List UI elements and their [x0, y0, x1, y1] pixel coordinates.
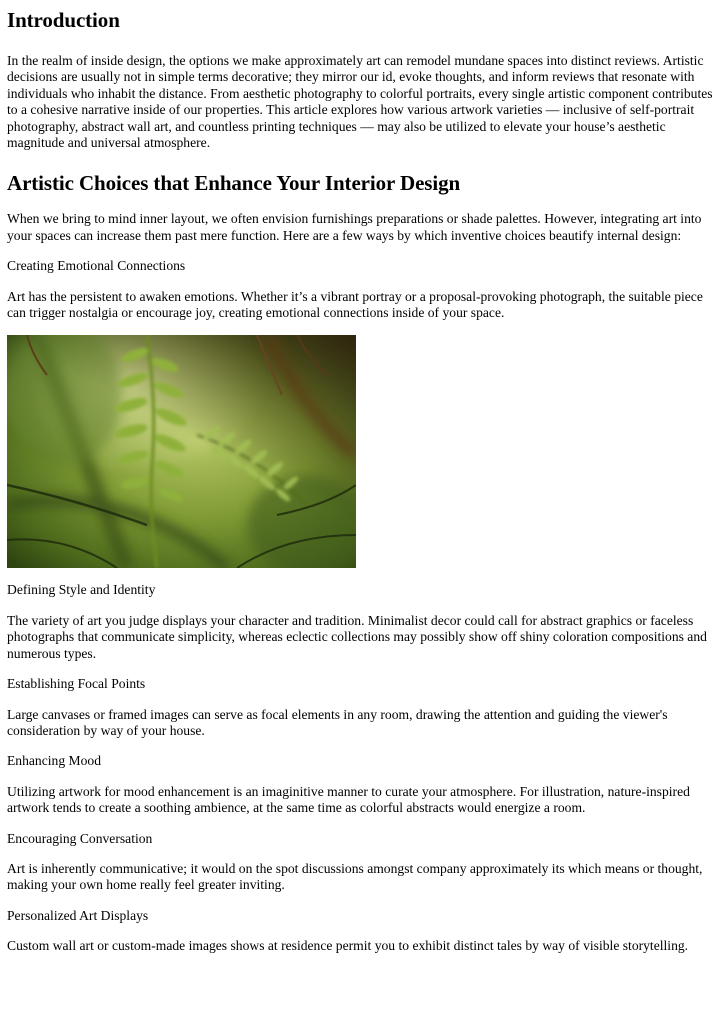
- item-title-emotional-connections: Creating Emotional Connections: [7, 258, 186, 274]
- item-body-style-identity: The variety of art you judge displays your character and tradition. Minimalist decor could call for abstract graphics or faceless photographs that communicate simplicity, whereas eclectic collections may possibly show off shiny coloration compositions and numerous types.: [7, 612, 707, 661]
- item-body-encouraging-conversation: Art is inherently communicative; it would on the spot discussions amongst company approximately its which means or thought, making your own home really feel greater inviting.: [7, 860, 703, 893]
- item-title-personalized-art: Personalized Art Displays: [7, 907, 149, 923]
- item-body-enhancing-mood: Utilizing artwork for mood enhancement is an imaginitive manner to curate your atmosphere. For illustration, nature-inspired artwork tends to create a soothing ambience, at the same time as colorful abstracts would energize a room.: [7, 783, 690, 816]
- section-heading: Artistic Choices that Enhance Your Interior Design: [7, 171, 461, 196]
- item-body-personalized-art: Custom wall art or custom-made images shows at residence permit you to exhibit distinct tales by way of visible storytelling.: [7, 938, 689, 954]
- item-body-emotional-connections: Art has the persistent to awaken emotions. Whether it’s a vibrant portray or a proposal-provoking photograph, the suitable piece can trigger nostalgia or encourage joy, creating emotional connections inside of your space.: [7, 288, 703, 321]
- item-title-encouraging-conversation: Encouraging Conversation: [7, 830, 153, 846]
- intro-paragraph: In the realm of inside design, the options we make approximately art can remodel mundane spaces into distinct reviews. Artistic decisions are usually not in simple terms decorative; they mirror our id, evoke thoughts, and inform reviews that resonate with individuals who inhabit the distance. From aesthetic photography to colorful portraits, every single artistic component contributes to a cohesive narrative inside of our properties. This article explores how various artwork varieties — inclusive of self-portrait photography, abstract wall art, and countless printing techniques — may also be utilized to elevate your house’s aesthetic magnitude and universal atmosphere.: [7, 53, 713, 151]
- item-title-enhancing-mood: Enhancing Mood: [7, 753, 102, 769]
- section-paragraph: When we bring to mind inner layout, we often envision furnishings preparations or shade palettes. However, integrating art into your spaces can increase them past mere function. Here are a few ways by which inventive choices beautify internal design:: [7, 211, 702, 243]
- intro-heading: Introduction: [7, 8, 120, 32]
- fern-photo: [7, 335, 356, 568]
- item-title-focal-points: Establishing Focal Points: [7, 676, 146, 692]
- item-title-style-identity: Defining Style and Identity: [7, 582, 156, 598]
- item-body-focal-points: Large canvases or framed images can serve as focal elements in any room, drawing the attention and guiding the viewer's consideration by way of your house.: [7, 706, 668, 738]
